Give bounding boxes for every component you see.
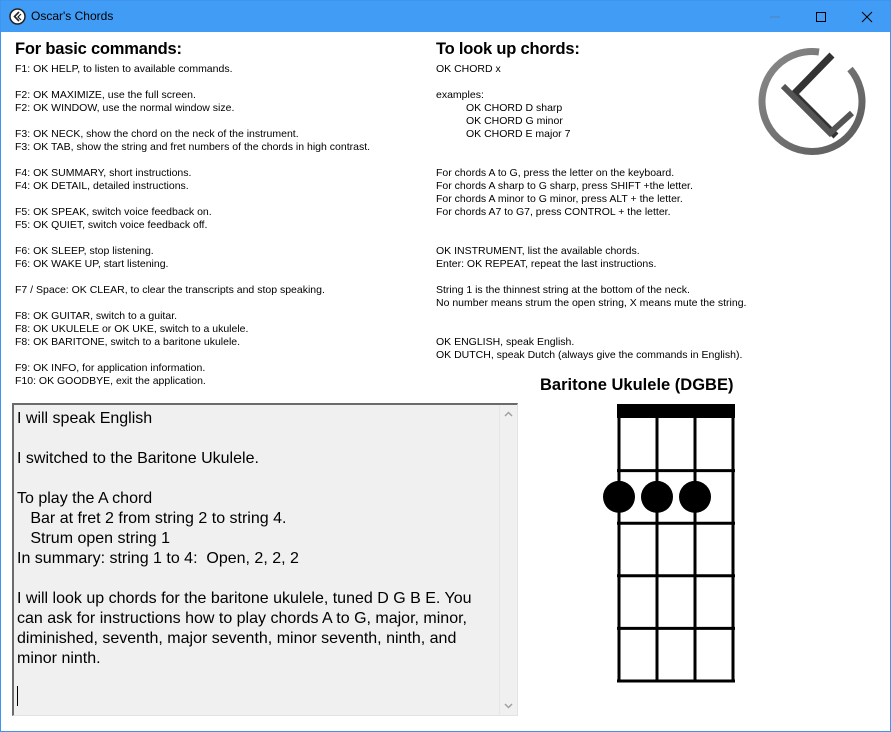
transcript-line: Bar at fret 2 from string 2 to string 4. xyxy=(17,510,287,527)
spacer xyxy=(15,297,415,310)
chord-neck-diagram xyxy=(588,400,748,690)
keyboard-instruction: For chords A minor to G minor, press ALT + the letter. xyxy=(436,193,683,205)
nut xyxy=(617,404,735,418)
maximize-icon xyxy=(815,11,827,23)
window-title: Oscar's Chords xyxy=(31,9,114,23)
spacer xyxy=(15,271,415,284)
basic-commands-heading: For basic commands: xyxy=(15,40,182,58)
transcript-line: I will look up chords for the baritone ukulele, tuned D G B E. You can ask for instructions how to play chords A to G, major, minor, diminished, seventh, major seventh, minor seventh, ninth, and minor ninth. xyxy=(17,590,476,667)
text-caret xyxy=(17,686,18,706)
maximize-button[interactable] xyxy=(798,1,844,32)
example-item: OK CHORD E major 7 xyxy=(466,128,571,140)
transcript-blank-line xyxy=(17,429,495,449)
title-bar[interactable] xyxy=(1,1,890,32)
keyboard-instruction: For chords A sharp to G sharp, press SHIFT +the letter. xyxy=(436,180,693,192)
chord-syntax: OK CHORD x xyxy=(436,63,501,75)
command-line: F2: OK WINDOW, use the normal window size. xyxy=(15,102,235,114)
transcript-blank-line xyxy=(17,469,495,489)
transcript-text[interactable] xyxy=(17,409,495,669)
scroll-down-icon[interactable] xyxy=(504,703,513,709)
keyboard-instruction: For chords A7 to G7, press CONTROL + the letter. xyxy=(436,206,671,218)
transcript-scrollbar[interactable] xyxy=(499,405,517,715)
misc-instruction: OK INSTRUMENT, list the available chords. xyxy=(436,245,640,257)
command-line: F8: OK BARITONE, switch to a baritone ukulele. xyxy=(15,336,241,348)
command-line: F8: OK GUITAR, switch to a guitar. xyxy=(15,310,178,322)
close-icon xyxy=(861,11,873,23)
instrument-title: Baritone Ukulele (DGBE) xyxy=(540,376,734,394)
minimize-icon xyxy=(769,11,781,23)
oscars-chords-logo xyxy=(757,45,869,157)
command-line: F4: OK SUMMARY, short instructions. xyxy=(15,167,192,179)
command-line: F9: OK INFO, for application information. xyxy=(15,362,206,374)
finger-dot xyxy=(603,481,635,513)
transcript-line: In summary: string 1 to 4: Open, 2, 2, 2 xyxy=(17,550,299,567)
spacer xyxy=(15,154,415,167)
spacer xyxy=(15,349,415,362)
spacer xyxy=(15,115,415,128)
transcript-textbox[interactable] xyxy=(12,403,518,716)
command-line: F8: OK UKULELE or OK UKE, switch to a ukulele. xyxy=(15,323,249,335)
minimize-button[interactable] xyxy=(752,1,798,32)
misc-instruction: Enter: OK REPEAT, repeat the last instructions. xyxy=(436,258,657,270)
lookup-chords-panel xyxy=(436,39,766,362)
command-line: F3: OK TAB, show the string and fret numbers of the chords in high contrast. xyxy=(15,141,371,153)
lookup-chords-heading: To look up chords: xyxy=(436,40,580,58)
basic-commands-list xyxy=(15,63,415,388)
command-line: F4: OK DETAIL, detailed instructions. xyxy=(15,180,189,192)
app-logo-icon xyxy=(9,8,26,25)
examples-label: examples: xyxy=(436,89,484,101)
transcript-line: To play the A chord xyxy=(17,490,153,507)
spacer xyxy=(15,76,415,89)
transcript-line: I will speak English xyxy=(17,410,153,427)
transcript-line: I switched to the Baritone Ukulele. xyxy=(17,450,259,467)
command-line: F2: OK MAXIMIZE, use the full screen. xyxy=(15,89,196,101)
example-item: OK CHORD G minor xyxy=(466,115,563,127)
basic-commands-panel xyxy=(15,39,415,388)
finger-dot xyxy=(641,481,673,513)
command-line: F5: OK QUIET, switch voice feedback off. xyxy=(15,219,208,231)
string-info: No number means strum the open string, X means mute the string. xyxy=(436,297,747,309)
scroll-up-icon[interactable] xyxy=(504,411,513,417)
transcript-line: Strum open string 1 xyxy=(17,530,170,547)
language-instruction: OK ENGLISH, speak English. xyxy=(436,336,575,348)
string-info: String 1 is the thinnest string at the bottom of the neck. xyxy=(436,284,690,296)
command-line: F10: OK GOODBYE, exit the application. xyxy=(15,375,206,387)
command-line: F6: OK WAKE UP, start listening. xyxy=(15,258,169,270)
command-line: F3: OK NECK, show the chord on the neck of the instrument. xyxy=(15,128,299,140)
example-item: OK CHORD D sharp xyxy=(466,102,563,114)
language-instruction: OK DUTCH, speak Dutch (always give the commands in English). xyxy=(436,349,743,361)
spacer xyxy=(15,193,415,206)
command-line: F6: OK SLEEP, stop listening. xyxy=(15,245,154,257)
command-line: F5: OK SPEAK, switch voice feedback on. xyxy=(15,206,212,218)
command-line: F7 / Space: OK CLEAR, to clear the transcripts and stop speaking. xyxy=(15,284,325,296)
finger-dot xyxy=(679,481,711,513)
transcript-blank-line xyxy=(17,569,495,589)
keyboard-instruction: For chords A to G, press the letter on the keyboard. xyxy=(436,167,675,179)
close-button[interactable] xyxy=(844,1,890,32)
spacer xyxy=(15,232,415,245)
command-line: F1: OK HELP, to listen to available commands. xyxy=(15,63,233,75)
